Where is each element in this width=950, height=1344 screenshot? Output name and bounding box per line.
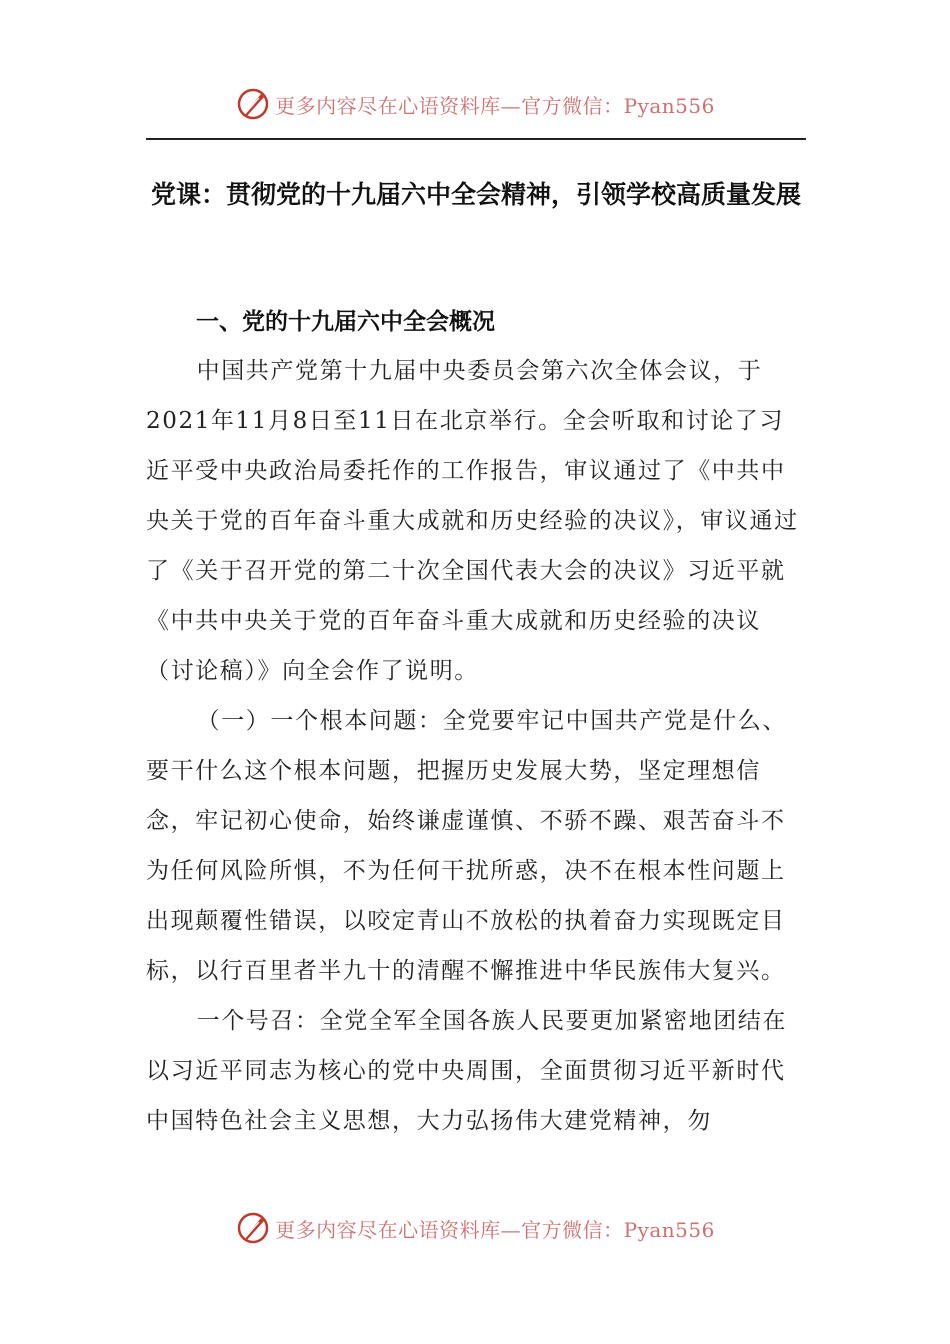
document-body: [146, 346, 806, 1146]
paragraph-3: 一个号召：全党全军全国各族人民要更加紧密地团结在以习近平同志为核心的党中央周围，全面贯彻习近平新时代中国特色社会主义思想，大力弘扬伟大建党精神，勿: [146, 1008, 787, 1134]
quill-logo-icon: [235, 86, 271, 122]
header-divider: [146, 138, 806, 140]
header-watermark-text: 更多内容尽在心语资料库—官方微信：Pyan556: [275, 93, 715, 118]
quill-logo-icon: [235, 1210, 271, 1246]
document-title: 党课：贯彻党的十九届六中全会精神，引领学校高质量发展: [150, 180, 801, 209]
paragraph-1: 中国共产党第十九届中央委员会第六次全体会议，于2021年11月8日至11日在北京举行。全会听取和讨论了习近平受中央政治局委托作的工作报告，审议通过了《中共中央关于党的百年奋斗重大成就和历史经验的决议》，审议通过了《关于召开党的第二十次全国代表大会的决议》习近平就《中共中央关于党的百年奋斗重大成就和历史经验的决议（讨论稿）》向全会作了说明。: [146, 358, 799, 684]
paragraph-2: （一）一个根本问题：全党要牢记中国共产党是什么、要干什么这个根本问题，把握历史发展大势，坚定理想信念，牢记初心使命，始终谦虚谨慎、不骄不躁、艰苦奋斗不为任何风险所惧，不为任何干扰所惑，决不在根本性问题上出现颠覆性错误，以咬定青山不放松的执着奋力实现既定目标，以行百里者半九十的清醒不懈推进中华民族伟大复兴。: [146, 708, 787, 984]
footer-watermark-text: 更多内容尽在心语资料库—官方微信：Pyan556: [275, 1217, 715, 1242]
footer-watermark: [0, 1206, 950, 1250]
section-heading: 一、党的十九届六中全会概况: [196, 309, 495, 335]
header-watermark: [0, 82, 950, 126]
